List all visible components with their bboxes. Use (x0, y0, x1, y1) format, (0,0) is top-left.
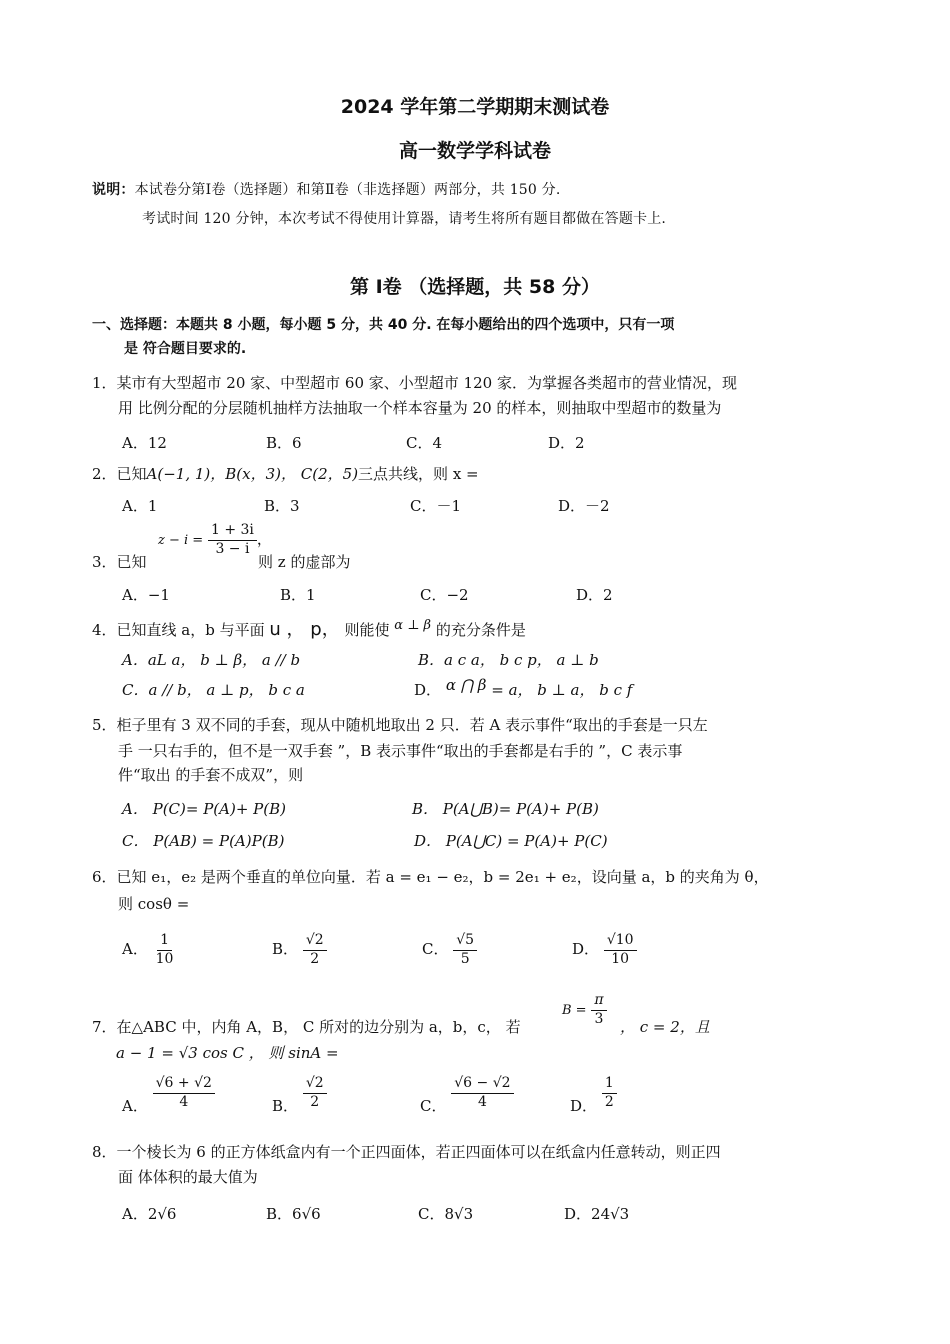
q7-line1 (92, 1016, 521, 1037)
q4-option-c: C．a // b， a ⊥ p， b c a (122, 681, 305, 699)
instructions-text1: 本试卷分第Ⅰ卷（选择题）和第Ⅱ卷（非选择题）两部分，共 150 分. (134, 182, 561, 198)
q2-prefix: 2．已知 (92, 465, 147, 483)
q3-fraction (208, 522, 257, 558)
q5-option-b: B． P(A⋃B)= P(A)+ P(B) (412, 800, 599, 818)
q6-option-d-label: D． (572, 940, 600, 958)
q7-option-d-label: D． (570, 1097, 598, 1115)
q3-equation (158, 522, 272, 558)
q6-option-a-num: 1 (157, 932, 172, 951)
q7-option-c-den: 4 (477, 1093, 487, 1110)
q4-option-d-label: D． (414, 681, 442, 699)
q6-option-a (122, 932, 176, 968)
q3-prefix: 3．已知 (92, 553, 147, 571)
q6-option-c-num: √5 (453, 932, 477, 951)
section-title: 第 Ⅰ卷 （选择题，共 58 分） (350, 276, 600, 298)
q6-option-c-fraction (453, 932, 477, 968)
q7-option-a-den: 4 (179, 1093, 189, 1110)
q6-option-b-den: 2 (310, 950, 320, 967)
q1-option-c: C．4 (406, 434, 443, 452)
q6-option-d-fraction (604, 932, 637, 968)
q4-option-d (414, 676, 633, 700)
exam-subtitle: 高一数学学科试卷 (398, 140, 551, 162)
q4-planes: u ， p， (269, 619, 340, 640)
q3-option-d: D．2 (576, 586, 613, 604)
q5-line2: 手 一只右手的，但不是一双手套 ”，B 表示事件“取出的手套都是右手的 ”，C 表示事 (118, 742, 683, 760)
q2-option-c: C．－1 (410, 497, 462, 515)
q3-denominator: 3 − i (215, 540, 250, 557)
part-heading-line2: 是 符合题目要求的. (124, 341, 247, 357)
q7-option-c-num: √6 − √2 (451, 1075, 513, 1094)
q1-option-b: B．6 (266, 434, 302, 452)
q6-option-b (272, 932, 327, 968)
q7-option-c (420, 1075, 514, 1115)
part-heading-line1: 一、选择题：本题共 8 小题，每小题 5 分，共 40 分. 在每小题给出的四个选项中，只有一项 (92, 317, 675, 333)
q6-option-d-den: 10 (611, 950, 630, 967)
q6-line2: 则 cosθ = (118, 895, 190, 913)
q6-line1: 6．已知 e₁，e₂ 是两个垂直的单位向量．若 a = e₁ − e₂，b = 2e₁ + e₂，设向量 a，b 的夹角为 θ， (92, 868, 769, 886)
q4-option-d-cond: α ⋂ β (445, 676, 487, 694)
q8-option-d: D．24√3 (564, 1205, 630, 1223)
q7-option-b-fraction (303, 1075, 327, 1111)
q6-option-c (422, 932, 477, 968)
q4-suffix: 的充分条件是 (435, 621, 526, 639)
q6-option-a-den: 10 (155, 950, 174, 967)
q7-condition (562, 992, 607, 1028)
instructions-label: 说明： (92, 182, 135, 198)
q5-line1: 5．柜子里有 3 双不同的手套，现从中随机地取出 2 只．若 A 表示事件“取出的手套是一只左 (92, 716, 708, 734)
q6-option-c-label: C． (422, 940, 449, 958)
q7-option-d-den: 2 (604, 1093, 614, 1110)
q4-option-d-rest: = a， b ⊥ a， b c f (491, 681, 633, 699)
q8-line1: 8．一个棱长为 6 的正方体纸盒内有一个正四面体，若正四面体可以在纸盒内任意转动，则正四 (92, 1143, 721, 1161)
q7-cond-fraction (591, 992, 606, 1028)
q6-option-d (572, 932, 637, 968)
q2-suffix: 三点共线，则 x = (358, 465, 479, 483)
q8-option-b: B．6√6 (266, 1205, 321, 1223)
q3-numerator: 1 + 3i (208, 522, 257, 541)
q5-option-d: D． P(A⋃C) = P(A)+ P(C) (414, 832, 608, 850)
q5-option-c: C． P(AB) = P(A)P(B) (122, 832, 285, 850)
q6-option-b-fraction (303, 932, 327, 968)
q6-option-a-fraction (153, 932, 177, 968)
q2-option-b: B．3 (264, 497, 300, 515)
q3-suffix: 则 z 的虚部为 (258, 553, 351, 571)
q7-option-b (272, 1075, 327, 1115)
q8-line2: 面 体体积的最大值为 (118, 1168, 258, 1186)
q7-cond-lhs: B = (562, 1003, 587, 1018)
q3-option-a: A．−1 (122, 586, 170, 604)
q2-points: A(−1, 1)，B(x，3)， C(2，5) (146, 465, 359, 483)
q4-condition: α ⊥ β (394, 618, 432, 633)
exam-title: 2024 学年第二学期期末测试卷 (340, 96, 610, 118)
q7-option-a (122, 1075, 215, 1115)
q1-option-a: A．12 (122, 434, 167, 452)
q6-option-a-label: A． (122, 940, 148, 958)
q7-line1-pre: 7．在△ABC 中，内角 A，B， C 所对的边分别为 a，b，c， 若 (92, 1018, 521, 1036)
q7-option-c-fraction (451, 1075, 513, 1111)
q1-line1: 1．某市有大型超市 20 家、中型超市 60 家、小型超市 120 家．为掌握各类超市的营业情况，现 (92, 374, 737, 392)
q8-option-a: A．2√6 (122, 1205, 177, 1223)
q6-option-c-den: 5 (460, 950, 470, 967)
q5-line3: 件“取出 的手套不成双”，则 (118, 766, 304, 784)
q7-option-b-num: √2 (303, 1075, 327, 1094)
q2-stem (92, 463, 479, 484)
q6-option-b-label: B． (272, 940, 299, 958)
q7-option-c-label: C． (420, 1097, 447, 1115)
q3-comma: ， (256, 530, 272, 548)
q7-option-b-den: 2 (310, 1093, 320, 1110)
q6-option-b-num: √2 (303, 932, 327, 951)
q2-option-d: D．－2 (558, 497, 610, 515)
q7-line1-post: ， c = 2，且 (620, 1018, 710, 1036)
q7-line2: a − 1 = √3 cos C ， 则 sinA = (116, 1044, 339, 1062)
q1-option-d: D．2 (548, 434, 585, 452)
q3-option-b: B．1 (280, 586, 316, 604)
q7-cond-num: π (591, 992, 606, 1011)
q7-option-d-fraction (602, 1075, 617, 1111)
q8-option-c: C．8√3 (418, 1205, 474, 1223)
q4-prefix: 4．已知直线 a，b 与平面 (92, 621, 265, 639)
q7-option-d (570, 1075, 617, 1115)
q3-lhs: z − i = (158, 533, 204, 548)
q7-cond-den: 3 (594, 1010, 604, 1027)
q7-option-a-fraction (153, 1075, 215, 1111)
q2-option-a: A．1 (122, 497, 158, 515)
q7-option-a-num: √6 + √2 (153, 1075, 215, 1094)
q4-mid: 则能使 (344, 621, 390, 639)
q5-option-a: A． P(C)= P(A)+ P(B) (122, 800, 286, 818)
q3-option-c: C．−2 (420, 586, 469, 604)
q4-stem (92, 615, 526, 641)
q1-line2: 用 比例分配的分层随机抽样方法抽取一个样本容量为 20 的样本，则抽取中型超市的数量为 (118, 399, 722, 417)
q6-option-d-num: √10 (604, 932, 637, 951)
q7-option-a-label: A． (122, 1097, 148, 1115)
instructions-line1 (92, 179, 561, 199)
instructions-line2: 考试时间 120 分钟，本次考试不得使用计算器，请考生将所有题目都做在答题卡上. (142, 211, 667, 227)
q7-option-b-label: B． (272, 1097, 299, 1115)
q4-option-a: A．aL a， b ⊥ β， a // b (122, 651, 301, 669)
q7-option-d-num: 1 (602, 1075, 617, 1094)
q4-option-b: B．a c a， b c p， a ⊥ b (418, 651, 599, 669)
